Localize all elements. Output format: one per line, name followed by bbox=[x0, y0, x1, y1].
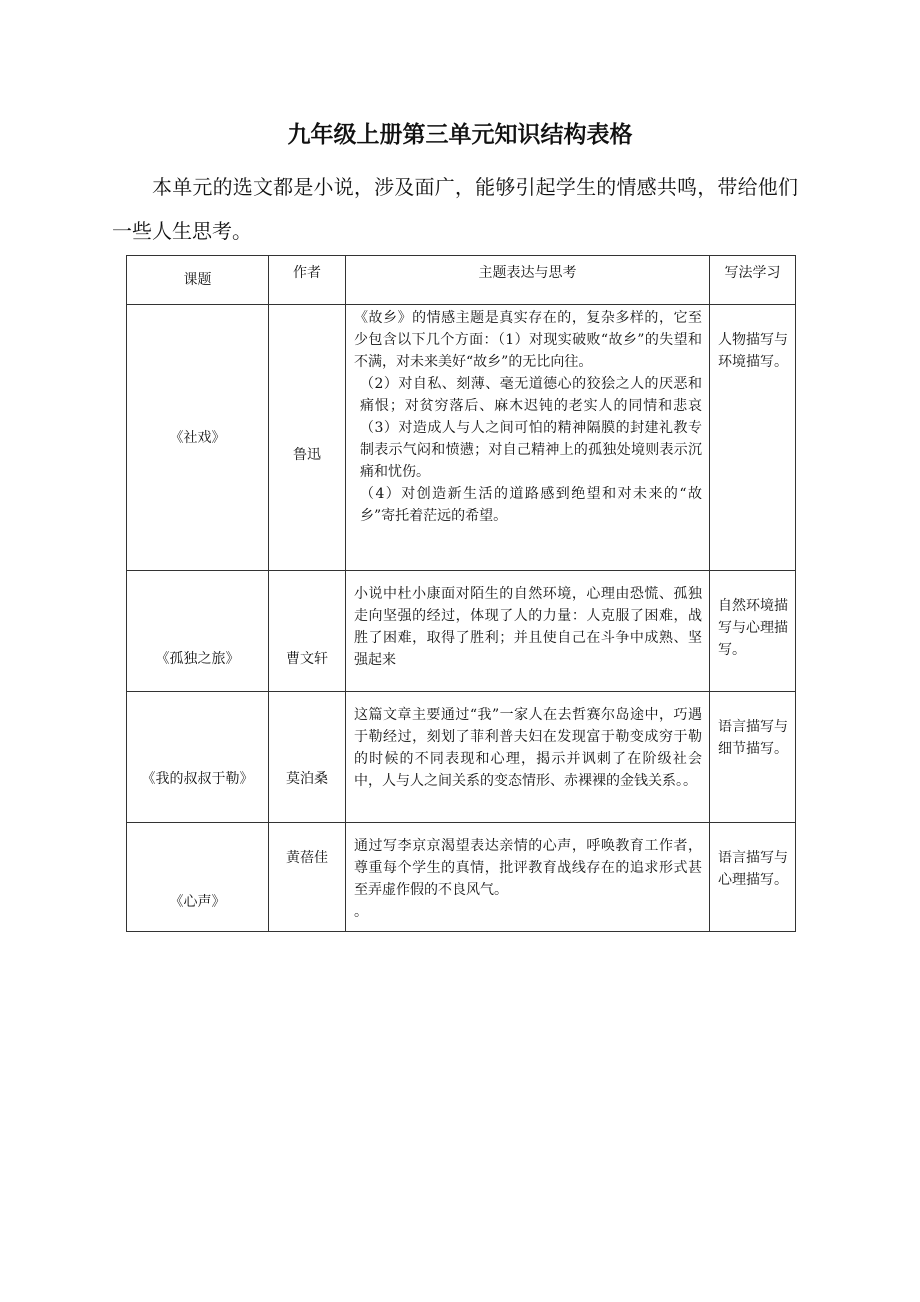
lesson-title: 《心声》 bbox=[127, 823, 269, 932]
lesson-title: 《孤独之旅》 bbox=[127, 571, 269, 692]
theme-paragraph: （4）对创造新生活的道路感到绝望和对未来的“故乡”寄托着茫远的希望。 bbox=[360, 486, 702, 524]
lesson-author: 黄蓓佳 bbox=[269, 823, 346, 932]
table-row bbox=[127, 823, 796, 932]
theme-paragraph: 《故乡》的情感主题是真实存在的，复杂多样的，它至少包含以下几个方面：（1）对现实破败“故乡”的失望和不满，对未来美好“故乡”的无比向往。 bbox=[354, 310, 702, 370]
page-title: 九年级上册第三单元知识结构表格 bbox=[287, 121, 633, 148]
table-row bbox=[127, 692, 796, 823]
header-author: 作者 bbox=[269, 256, 346, 305]
lesson-title: 《社戏》 bbox=[127, 305, 269, 571]
lesson-method: 人物描写与环境描写。 bbox=[710, 305, 796, 571]
lesson-title: 《我的叔叔于勒》 bbox=[127, 692, 269, 823]
table-header-row bbox=[127, 256, 796, 305]
knowledge-structure-table bbox=[126, 255, 796, 932]
lesson-author: 莫泊桑 bbox=[269, 692, 346, 823]
header-method: 写法学习 bbox=[710, 256, 796, 305]
table-row bbox=[127, 305, 796, 571]
header-title: 课题 bbox=[127, 256, 269, 305]
theme-paragraph: 这篇文章主要通过“我”一家人在去哲赛尔岛途中，巧遇于勒经过，刻划了菲利普夫妇在发现富于勒变成穷于勒的时候的不同表现和心理，揭示并讽刺了在阶级社会中，人与人之间关系的变态情形、赤裸裸的金钱关系。。 bbox=[354, 707, 702, 789]
lesson-theme bbox=[346, 571, 710, 692]
theme-paragraph: 小说中杜小康面对陌生的自然环境，心理由恐慌、孤独走向坚强的经过，体现了人的力量：人克服了困难，战胜了困难，取得了胜利；并且使自己在斗争中成熟、坚强起来 bbox=[354, 586, 702, 668]
theme-paragraph: 通过写李京京渴望表达亲情的心声，呼唤教育工作者，尊重每个学生的真情，批评教育战线存在的追求形式甚至弄虚作假的不良风气。 bbox=[354, 838, 702, 898]
table-row bbox=[127, 571, 796, 692]
header-theme: 主题表达与思考 bbox=[346, 256, 710, 305]
lesson-method: 自然环境描写与心理描写。 bbox=[710, 571, 796, 692]
theme-paragraph: （2）对自私、刻薄、毫无道德心的狡狯之人的厌恶和痛恨；对贫穷落后、麻木迟钝的老实人的同情和悲哀（3）对造成人与人之间可怕的精神隔膜的封建礼教专制表示气闷和愤懑；对自己精神上的孤独处境则表示沉痛和忧伤。 bbox=[360, 376, 702, 480]
lesson-author: 鲁迅 bbox=[269, 305, 346, 571]
theme-paragraph: 。 bbox=[354, 904, 368, 920]
lesson-theme bbox=[346, 305, 710, 571]
lesson-theme bbox=[346, 692, 710, 823]
lesson-method: 语言描写与细节描写。 bbox=[710, 692, 796, 823]
lesson-theme bbox=[346, 823, 710, 932]
lesson-author: 曹文轩 bbox=[269, 571, 346, 692]
lesson-method: 语言描写与心理描写。 bbox=[710, 823, 796, 932]
intro-paragraph: 本单元的选文都是小说，涉及面广，能够引起学生的情感共鸣，带给他们一些人生思考。 bbox=[112, 175, 798, 243]
